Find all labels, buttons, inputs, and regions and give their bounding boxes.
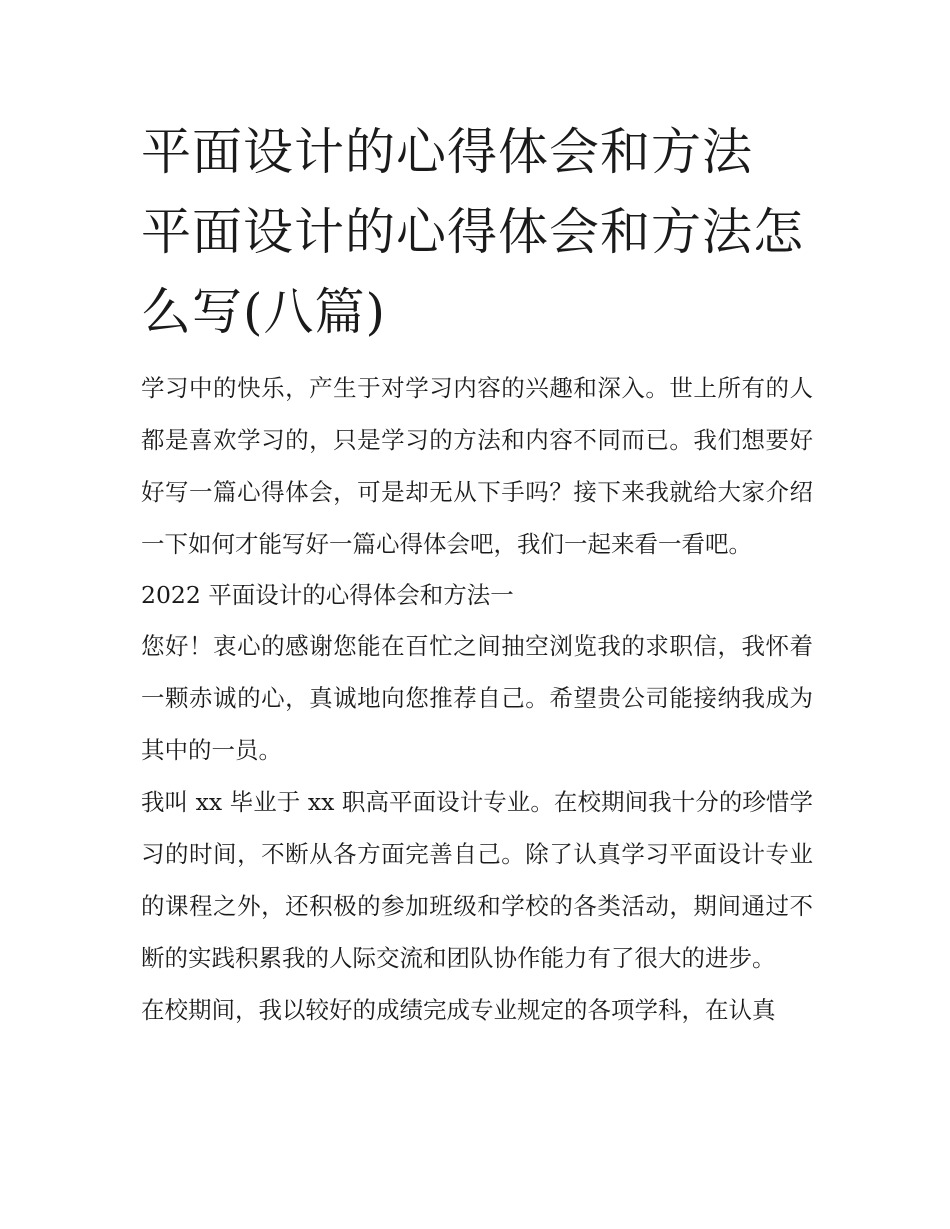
section-heading: 2022 平面设计的心得体会和方法一	[141, 581, 514, 609]
document-title: 平面设计的心得体会和方法 平面设计的心得体会和方法怎么写(八篇)	[141, 123, 804, 341]
body-paragraph: 我叫 xx 毕业于 xx 职高平面设计专业。在校期间我十分的珍惜学习的时间，不断从各方面完善自己。除了认真学习平面设计专业的课程之外，还积极的参加班级和学校的各类活动，期间通过不断的实践积累我的人际交流和团队协作能力有了很大的进步。	[141, 788, 813, 972]
document-body	[141, 362, 813, 1036]
body-paragraph: 在校期间，我以较好的成绩完成专业规定的各项学科，在认真	[141, 996, 776, 1024]
intro-paragraph: 学习中的快乐，产生于对学习内容的兴趣和深入。世上所有的人都是喜欢学习的，只是学习的方法和内容不同而已。我们想要好好写一篇心得体会，可是却无从下手吗？接下来我就给大家介绍一下如何才能写好一篇心得体会吧，我们一起来看一看吧。	[141, 374, 813, 558]
body-paragraph: 您好！衷心的感谢您能在百忙之间抽空浏览我的求职信，我怀着一颗赤诚的心，真诚地向您推荐自己。希望贵公司能接纳我成为其中的一员。	[141, 632, 813, 764]
document-page	[141, 112, 813, 1036]
